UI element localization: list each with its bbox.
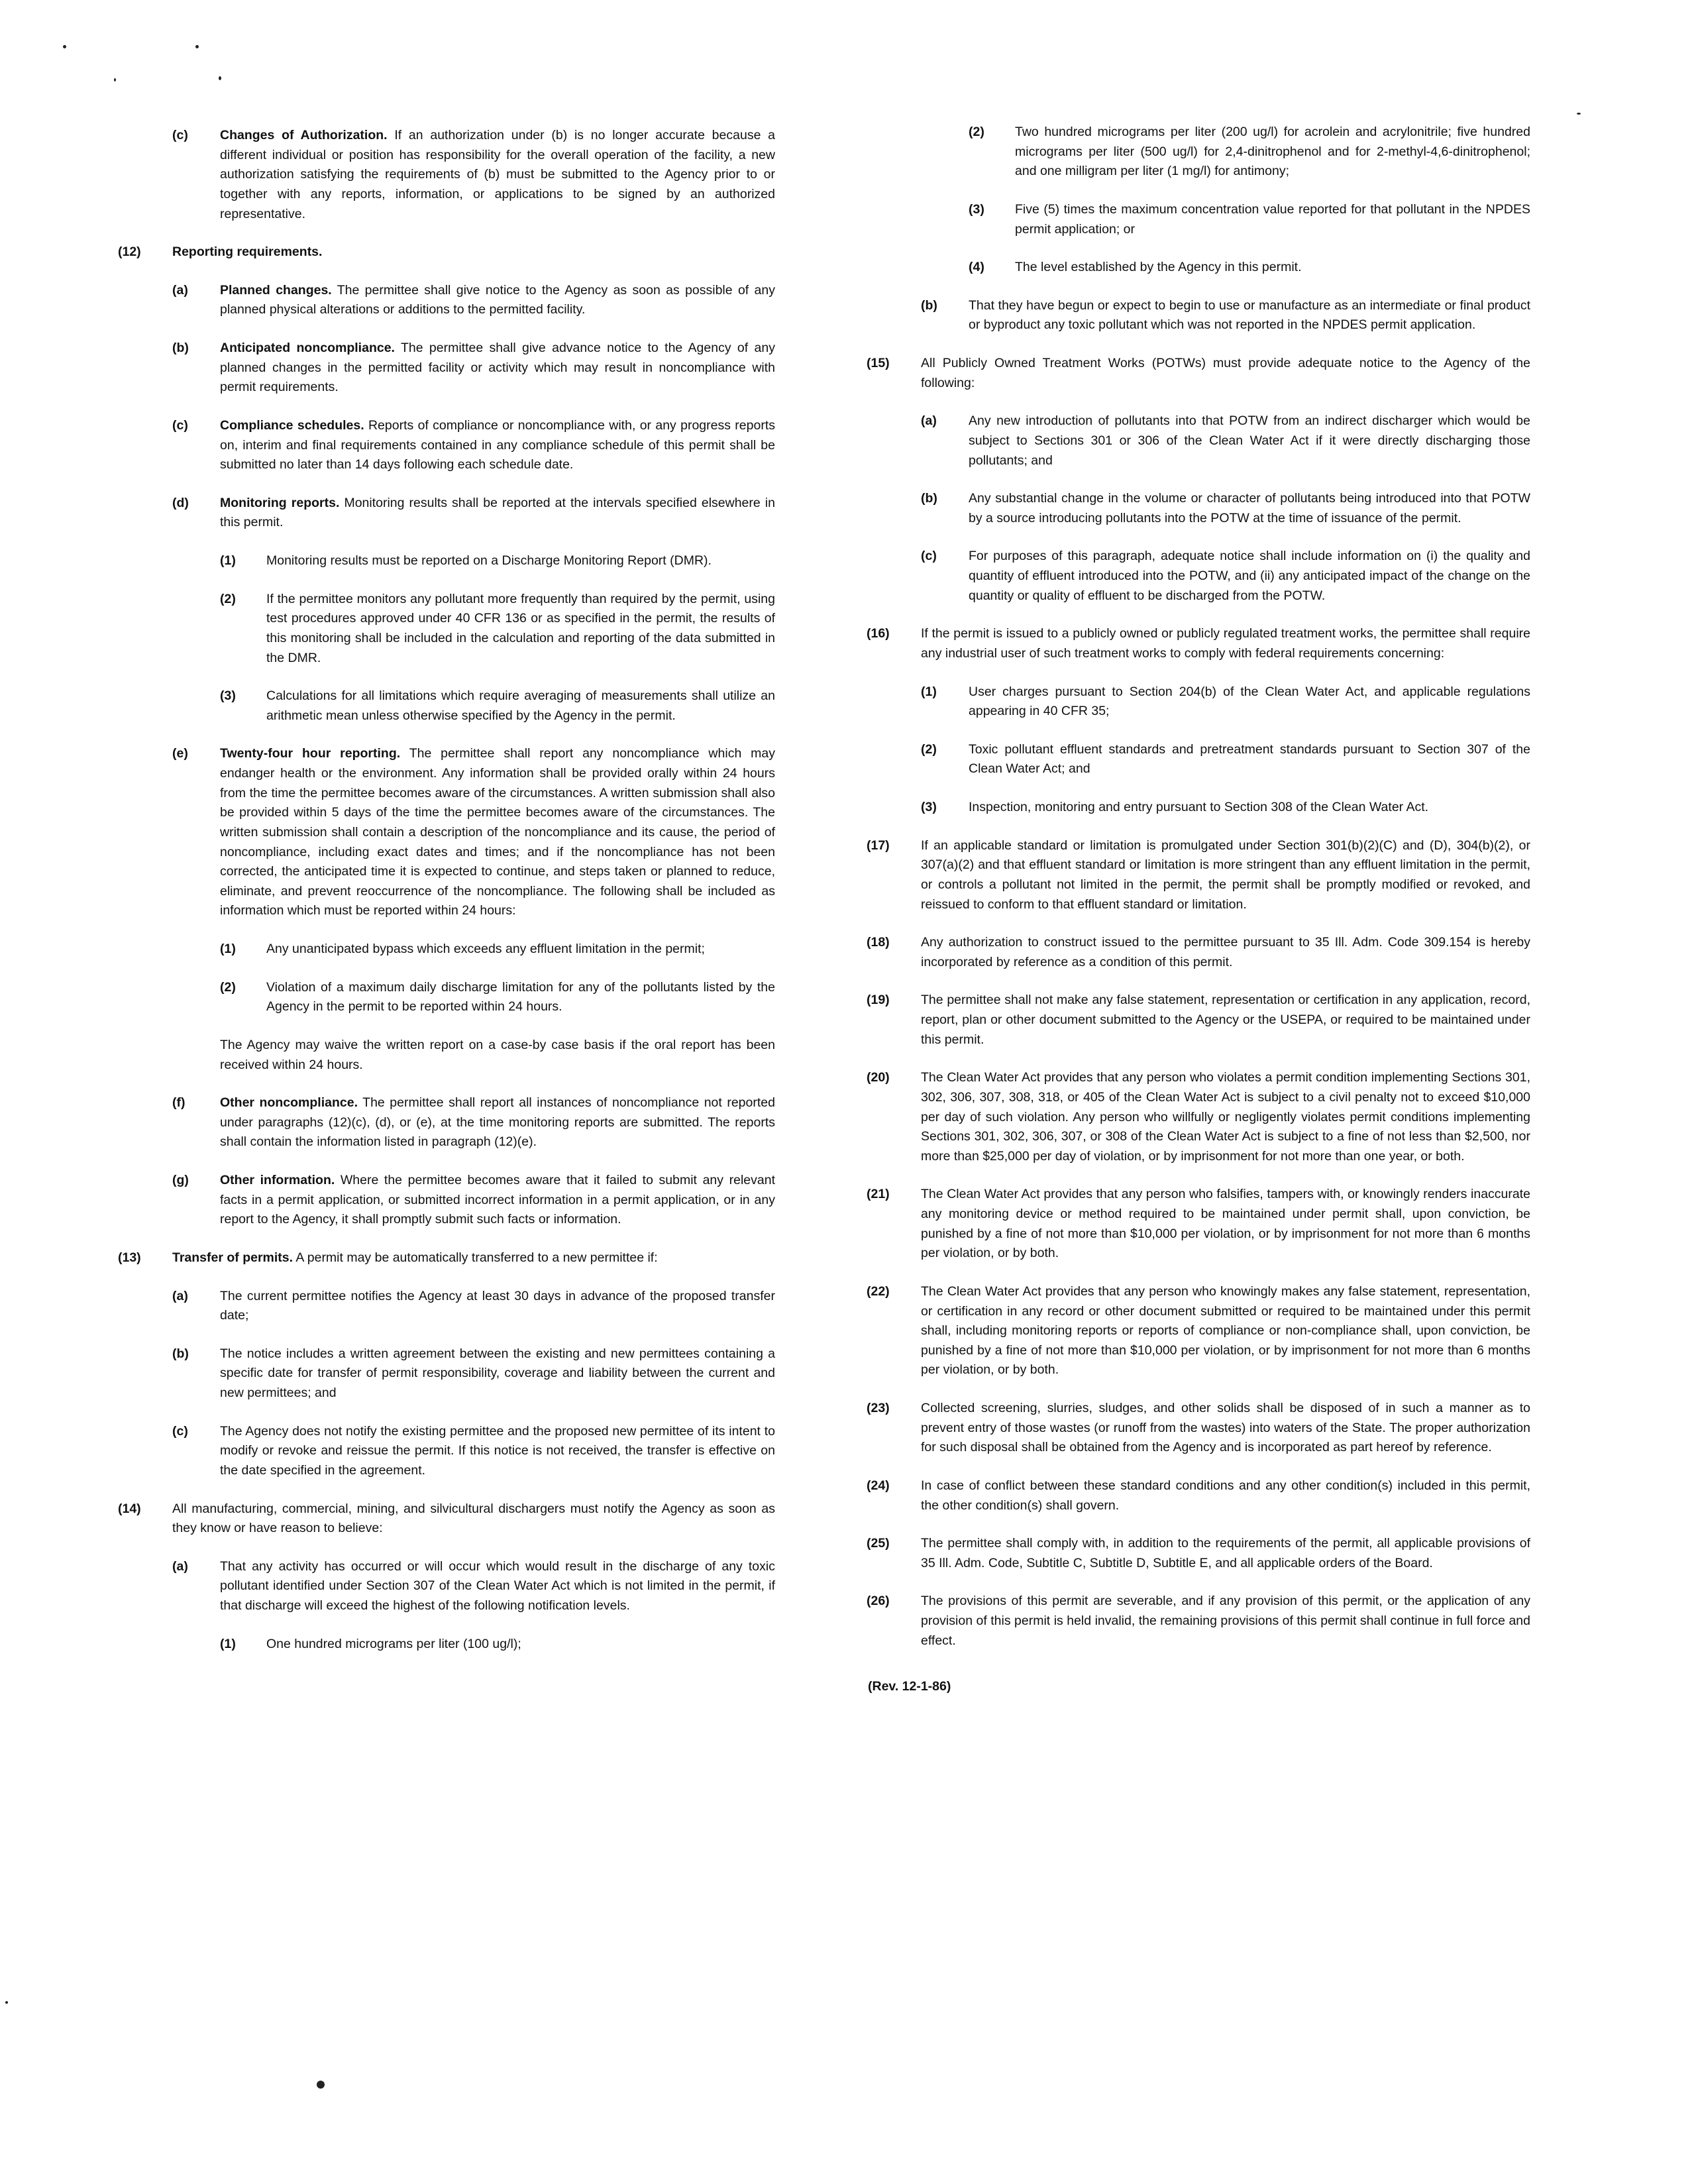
clause-text: Any new introduction of pollutants into that POTW from an indirect discharger which would be subject to Sections 301 or 306 of the Clean Water Act if it were directly discharging those pollutants; and (969, 413, 1530, 468)
clause-14a1 (119, 1635, 775, 1655)
clause-label: (c) (172, 128, 188, 142)
clause-12e1 (119, 940, 775, 959)
section-23 (868, 1399, 1530, 1458)
clause-text: If an authorization under (b) is no longer accurate because a different individual or position has responsibility for the overall operation of the facility, a new authorization satisfying the requirements of (b) must be submitted to the Agency prior to or together with any reports, information, or applications to be signed by an authorized representative. (220, 128, 776, 221)
clause-text: Inspection, monitoring and entry pursuant to Section 308 of the Clean Water Act. (969, 800, 1429, 814)
section-text: The permittee shall comply with, in addition to the requirements of the permit, all applicable provisions of 35 Ill. Adm. Code, Subtitle C, Subtitle D, Subtitle E, and all applicable orders of the Board. (921, 1536, 1530, 1570)
scan-speck (219, 76, 221, 80)
clause-16-2 (868, 740, 1530, 779)
section-label: (26) (867, 1594, 890, 1609)
section-text: The permittee shall not make any false statement, representation or certification in any application, record, report, plan or other document submitted to the Agency or the USEPA, or required to be maintained under this permit. (921, 993, 1530, 1047)
section-label: (21) (867, 1187, 890, 1202)
clause-12a (119, 281, 775, 320)
clause-label: (g) (172, 1173, 189, 1187)
clause-label: (b) (172, 341, 189, 355)
clause-label: (c) (921, 549, 937, 564)
section-14 (119, 1500, 775, 1539)
clause-12e (119, 744, 775, 921)
clause-text: The permittee shall give notice to the Agency as soon as possible of any planned physical alterations or additions to the permitted facility. (220, 282, 775, 317)
section-text: All manufacturing, commercial, mining, and silvicultural dischargers must notify the Agency as soon as they know or have reason to believe: (172, 1501, 775, 1536)
scan-speck (317, 2081, 325, 2089)
clause-title: Changes of Authorization. (220, 128, 388, 142)
left-column (119, 126, 775, 1672)
section-title: Reporting requirements. (172, 245, 323, 260)
clause-14a4 (868, 258, 1530, 278)
section-25 (868, 1534, 1530, 1573)
clause-text: Monitoring results must be reported on a Discharge Monitoring Report (DMR). (266, 553, 712, 568)
clause-text: The notice includes a written agreement between the existing and new permittees containing a specific date for transfer of permit responsibility, coverage and liability between the current and new permittees; and (220, 1346, 775, 1400)
clause-label: (c) (172, 1423, 188, 1439)
section-21 (868, 1185, 1530, 1264)
clause-label: (2) (921, 741, 937, 757)
clause-label: (1) (220, 1636, 236, 1651)
section-text: A permit may be automatically transferred to a new permittee if: (293, 1250, 658, 1265)
clause-text: Five (5) times the maximum concentration value reported for that pollutant in the NPDES permit application; or (1015, 201, 1530, 237)
revision-date: (Rev. 12-1-86) (868, 1679, 951, 1694)
clause-label: (b) (921, 298, 937, 313)
clause-label: (a) (172, 1288, 188, 1303)
clause-text: Violation of a maximum daily discharge limitation for any of the pollutants listed by the Agency in the permit to be reported within 24 hours. (266, 979, 775, 1014)
clause-text: Monitoring results shall be reported at the intervals specified elsewhere in this permit. (220, 495, 775, 530)
clause-12d2 (119, 590, 775, 669)
section-text: Collected screening, slurries, sludges, and other solids shall be disposed of in such a manner as to prevent entry of those wastes (or runoff from the wastes) into waters of the State. The proper authorization for such disposal shall be obtained from the Agency and is incorporated as part hereof by reference. (921, 1401, 1530, 1455)
clause-15b (868, 489, 1530, 528)
section-19 (868, 991, 1530, 1050)
section-label: (24) (867, 1478, 890, 1493)
clause-15c (868, 547, 1530, 606)
clause-text: That they have begun or expect to begin to use or manufacture as an intermediate or final product or byproduct any toxic pollutant which was not reported in the NPDES permit application. (969, 298, 1530, 333)
clause-16-3 (868, 798, 1530, 818)
clause-label: (2) (220, 979, 236, 995)
clause-text: If the permittee monitors any pollutant more frequently than required by the permit, using test procedures approved under 40 CFR 136 or as specified in the permit, the results of this monitoring shall be included in the calculation and reporting of the data submitted in the DMR. (266, 591, 775, 665)
clause-14a2 (868, 123, 1530, 182)
clause-13c (119, 1422, 775, 1481)
clause-label: (2) (220, 591, 236, 606)
clause-title: Other information. (220, 1173, 335, 1187)
section-text: The Clean Water Act provides that any person who knowingly makes any false statement, representation, or certification in any record or other document submitted or required to be maintained under this permit shall, including monitoring reports or reports of compliance or non-compliance shall, upon conviction, be punished by a fine of not more than $10,000 per violation, or by imprisonment for not more than 6 months per violation, or by both. (921, 1283, 1530, 1378)
section-12-heading (119, 243, 775, 262)
clause-text: The current permittee notifies the Agency at least 30 days in advance of the proposed transfer date; (220, 1288, 775, 1323)
clause-text: The Agency does not notify the existing permittee and the proposed new permittee of its intent to modify or revoke and reissue the permit. If this notice is not received, the transfer is effective on the date specified in the agreement. (220, 1423, 775, 1478)
clause-title: Compliance schedules. (220, 417, 364, 433)
section-label: (15) (867, 356, 890, 370)
clause-label: (a) (172, 282, 188, 298)
scan-speck (195, 45, 199, 48)
clause-13b (119, 1344, 775, 1403)
clause-title: Anticipated noncompliance. (220, 341, 395, 355)
clause-text: The permittee shall report any noncompliance which may endanger health or the environment. Any information shall be provided orally within 24 hours from the time the permittee becomes aware of the circumstances. A written submission shall also be provided within 5 days of the time the permittee becomes aware of the circumstances. The written submission shall contain a description of the noncompliance and its cause, the period of noncompliance, including exact dates and times; and if the noncompliance has not been corrected, the anticipated time it is expected to continue, and steps taken or planned to reduce, eliminate, and prevent reoccurrence of the noncompliance. The following shall be included as information which must be reported within 24 hours: (220, 746, 775, 918)
clause-title: Monitoring reports. (220, 495, 340, 510)
clause-text: The permittee shall give advance notice to the Agency of any planned changes in the permitted facility or activity which may result in noncompliance with permit requirements. (220, 341, 775, 395)
scan-speck (63, 45, 66, 48)
clause-label: (4) (969, 260, 984, 275)
section-label: (19) (867, 993, 890, 1008)
section-label: (18) (867, 935, 890, 950)
section-label: (20) (867, 1070, 890, 1085)
clause-text: The level established by the Agency in this permit. (1015, 260, 1302, 275)
section-16 (868, 624, 1530, 663)
section-label: (23) (867, 1401, 890, 1415)
section-20 (868, 1068, 1530, 1166)
clause-label: (d) (172, 495, 189, 510)
section-title: Transfer of permits. (172, 1250, 293, 1265)
section-label: (16) (867, 626, 890, 641)
clause-15a (868, 411, 1530, 470)
clause-14a3 (868, 200, 1530, 239)
clause-label: (f) (172, 1095, 186, 1111)
section-22 (868, 1282, 1530, 1380)
section-text: All Publicly Owned Treatment Works (POTWs) must provide adequate notice to the Agency of the following: (921, 356, 1530, 390)
clause-14a (119, 1557, 775, 1616)
section-text: If the permit is issued to a publicly owned or publicly regulated treatment works, the permittee shall require any industrial user of such treatment works to comply with federal requirements concerning: (921, 626, 1530, 661)
clause-text: Toxic pollutant effluent standards and pretreatment standards pursuant to Section 307 of the Clean Water Act; and (969, 741, 1530, 777)
clause-title: Twenty-four hour reporting. (220, 746, 401, 761)
clause-text: That any activity has occurred or will occur which would result in the discharge of any toxic pollutant identified under Section 307 of the Clean Water Act which is not limited in the permit, if that discharge will exceed the highest of the following notification levels. (220, 1558, 775, 1613)
clause-label: (a) (921, 413, 937, 429)
section-24 (868, 1476, 1530, 1515)
clause-13a (119, 1287, 775, 1326)
clause-text: Any substantial change in the volume or character of pollutants being introduced into that POTW by a source introducing pollutants into the POTW at the time of issuance of the permit. (969, 491, 1530, 525)
clause-text: The Agency may waive the written report on a case-by case basis if the oral report has been received within 24 hours. (220, 1037, 775, 1072)
clause-title: Planned changes. (220, 282, 332, 298)
clause-text: User charges pursuant to Section 204(b) of the Clean Water Act, and applicable regulations appearing in 40 CFR 35; (969, 684, 1530, 719)
clause-text: For purposes of this paragraph, adequate notice shall include information on (i) the quality and quantity of effluent introduced into the POTW, and (ii) any anticipated impact of the change on the quantity or quality of effluent to be discharged from the POTW. (969, 549, 1530, 603)
clause-label: (3) (969, 201, 984, 217)
clause-12f (119, 1093, 775, 1152)
section-18 (868, 933, 1530, 972)
clause-12g (119, 1171, 775, 1230)
clause-label: (2) (969, 125, 984, 139)
clause-text: The permittee shall report all instances of noncompliance not reported under paragraphs (12)(c), (d), or (e), at the time monitoring reports are submitted. The reports shall contain the information listed in paragraph (12)(e). (220, 1095, 775, 1150)
scan-speck (114, 78, 116, 82)
section-label: (25) (867, 1536, 890, 1551)
clause-label: (3) (921, 800, 937, 814)
clause-16-1 (868, 682, 1530, 722)
clause-text: Where the permittee becomes aware that it failed to submit any relevant facts in a permit application, or submitted incorrect information in a permit application, or in any report to the Agency, it shall promptly submit such facts or information. (220, 1173, 775, 1227)
clause-12e-waiver (119, 1036, 775, 1075)
clause-label: (c) (172, 417, 188, 433)
section-text: In case of conflict between these standard conditions and any other condition(s) included in this permit, the other condition(s) shall govern. (921, 1478, 1530, 1513)
section-label: (22) (867, 1283, 890, 1299)
clause-text: Calculations for all limitations which require averaging of measurements shall utilize an arithmetic mean unless otherwise specified by the Agency in the permit. (266, 688, 775, 723)
clause-label: (b) (172, 1346, 189, 1361)
section-text: The provisions of this permit are severable, and if any provision of this permit, or the application of any provision of this permit is held invalid, the remaining provisions of this permit shall continue in full force and effect. (921, 1594, 1530, 1648)
clause-label: (a) (172, 1558, 188, 1574)
section-text: Any authorization to construct issued to the permittee pursuant to 35 Ill. Adm. Code 309.154 is hereby incorporated by reference as a condition of this permit. (921, 935, 1530, 969)
clause-12d1 (119, 551, 775, 571)
section-17 (868, 836, 1530, 915)
scan-speck (1577, 113, 1581, 115)
clause-12e2 (119, 978, 775, 1017)
section-26 (868, 1592, 1530, 1651)
section-label: (13) (118, 1250, 141, 1265)
clause-text: One hundred micrograms per liter (100 ug/l); (266, 1636, 521, 1651)
section-13 (119, 1248, 775, 1268)
right-column (868, 123, 1530, 1697)
clause-label: (3) (220, 688, 236, 704)
section-text: The Clean Water Act provides that any person who violates a permit condition implementing Sections 301, 302, 306, 307, 308, 318, or 405 of the Clean Water Act is subject to a civil penalty not to exceed $10,000 per day of such violation. Any person who willfully or negligently violates permit conditions implementing Sections 301, 302, 306, 307, or 308 of the Clean Water Act is subject to a fine of not less than $2,500, nor more than $25,000 per day of violation, or by imprisonment for not more than one year, or both. (921, 1070, 1530, 1164)
clause-12c (119, 416, 775, 475)
section-label: (17) (867, 838, 890, 853)
clause-text: Reports of compliance or noncompliance with, or any progress reports on, interim and final requirements contained in any compliance schedule of this permit shall be submitted no later than 14 days following each schedule date. (220, 417, 775, 472)
clause-12d (119, 494, 775, 533)
clause-label: (b) (921, 491, 937, 506)
section-label: (12) (118, 245, 141, 260)
clause-label: (1) (220, 942, 236, 956)
section-label: (14) (118, 1501, 141, 1516)
scan-speck (5, 2001, 8, 2004)
clause-14b (868, 296, 1530, 335)
clause-text: Any unanticipated bypass which exceeds any effluent limitation in the permit; (266, 942, 705, 956)
clause-label: (1) (921, 684, 937, 699)
clause-label: (e) (172, 746, 188, 761)
clause-12d3 (119, 686, 775, 726)
clause-12b (119, 339, 775, 398)
clause-text: Two hundred micrograms per liter (200 ug/l) for acrolein and acrylonitrile; five hundred micrograms per liter (500 ug/l) for 2,4-dinitrophenol and for 2-methyl-4,6-dinitrophenol; and one milligram per liter (1 mg/l) for antimony; (1015, 125, 1530, 179)
section-15 (868, 354, 1530, 393)
section-text: The Clean Water Act provides that any person who falsifies, tampers with, or knowingly renders inaccurate any monitoring device or method required to be maintained under permit shall, upon conviction, be punished by a fine of not more than $10,000 per violation, or by imprisonment for not more than 6 months per violation, or by both. (921, 1187, 1530, 1261)
clause-label: (1) (220, 553, 236, 568)
clause-11c (119, 126, 775, 224)
section-text: If an applicable standard or limitation is promulgated under Section 301(b)(2)(C) and (D), 304(b)(2), or 307(a)(2) and that effluent standard or limitation is more stringent than any effluent limitation in the permit, or controls a pollutant not limited in the permit, the permit shall be promptly modified or revoked, and reissued to conform to that effluent standard or limitation. (921, 838, 1530, 912)
clause-title: Other noncompliance. (220, 1095, 358, 1111)
